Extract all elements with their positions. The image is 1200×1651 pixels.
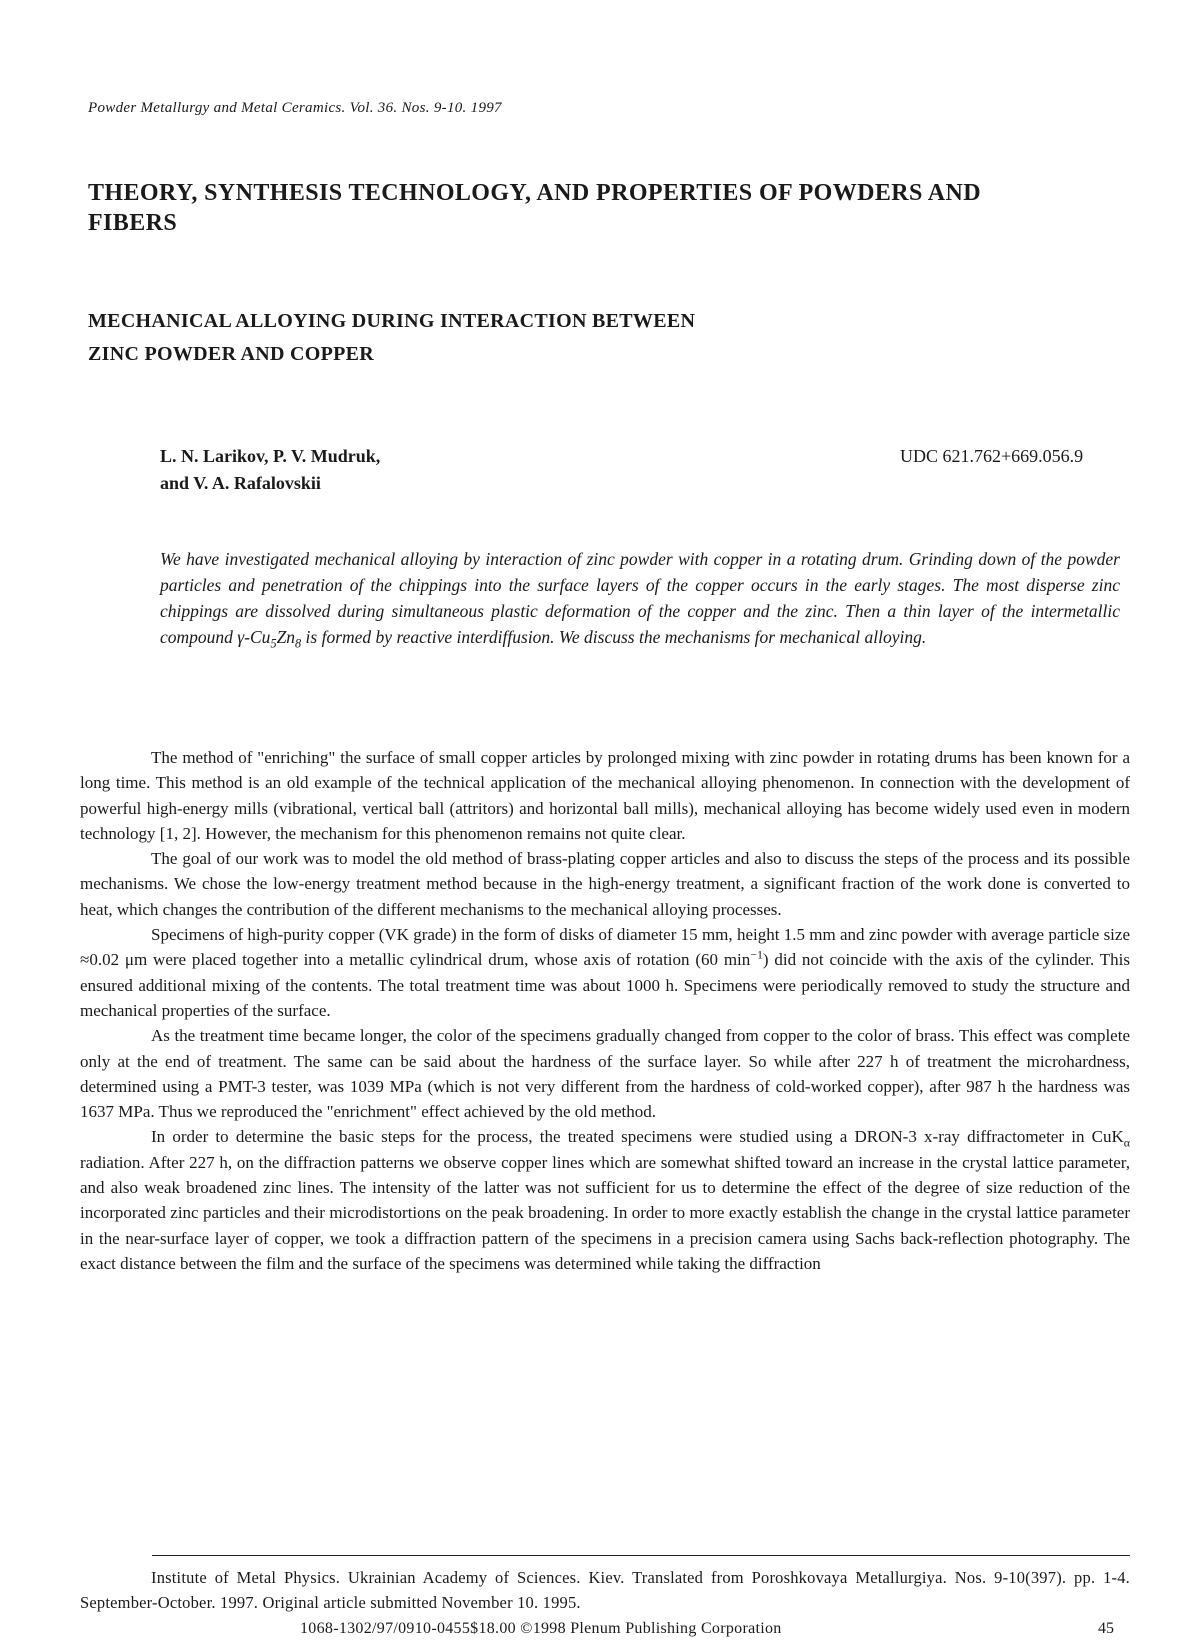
section-title: THEORY, SYNTHESIS TECHNOLOGY, AND PROPERTIES OF POWDERS AND FIBERS <box>88 180 982 236</box>
paragraph-1: The method of "enriching" the surface of small copper articles by prolonged mixing with zinc powder in rotating drums has been known for a long time. This method is an old example of the technical application of the mechanical alloying phenomenon. In connection with the development of powerful high-energy mills (vibrational, vertical ball (attritors) and horizontal ball mills), mechanical alloying has become widely used even in modern technology [1, 2]. However, the mechanism for this phenomenon remains not quite clear. <box>80 748 1130 843</box>
journal-header: Powder Metallurgy and Metal Ceramics. Vol. 36. Nos. 9-10. 1997 <box>88 100 502 116</box>
paragraph-2: The goal of our work was to model the old method of brass-plating copper articles and also to discuss the steps of the process and its possible mechanisms. We chose the low-energy treatment method because in the high-energy treatment, a significant fraction of the work done is converted to heat, which changes the contribution of the different mechanisms to the mechanical alloying processes. <box>80 849 1130 919</box>
article-title-line-1: MECHANICAL ALLOYING DURING INTERACTION BETWEEN <box>88 310 696 332</box>
abstract-text-2: is formed by reactive interdiffusion. We discuss the mechanisms for mechanical alloying. <box>301 627 927 647</box>
body-text <box>80 745 1130 1276</box>
paragraph-3 <box>80 922 1130 1023</box>
article-title <box>88 305 988 371</box>
paragraph-3-text-a: Specimens of high-purity copper (VK grade) in the form of disks of diameter 15 mm, height 1.5 mm and zinc powder with average particle size ≈0.02 μm were placed together into a metallic cylindrical drum, whose axis of rotation (60 min <box>80 925 1130 970</box>
abstract-text-1: We have investigated mechanical alloying by interaction of zinc powder with copper in a rotating drum. Grinding down of the powder particles and penetration of the chippings into the surface layers of the copper occurs in the early stages. The most disperse zinc chippings are dissolved during simultaneous plastic deformation of the copper and the zinc. Then a thin layer of the intermetallic compound γ-Cu <box>160 549 1120 647</box>
issn-copyright: 1068-1302/97/0910-0455$18.00 ©1998 Plenum Publishing Corporation <box>300 1620 782 1637</box>
footnote: Institute of Metal Physics. Ukrainian Academy of Sciences. Kiev. Translated from Poroshkovaya Metallurgiya. Nos. 9-10(397). pp. 1-4. September-October. 1997. Original article submitted November 10. 1995. <box>80 1568 1130 1612</box>
authors-line-2: and V. A. Rafalovskii <box>160 473 321 493</box>
authors <box>160 443 380 497</box>
page-number: 45 <box>1098 1620 1114 1637</box>
paragraph-5-text-b: radiation. After 227 h, on the diffraction patterns we observe copper lines which are somewhat shifted toward an increase in the crystal lattice parameter, and also weak broadened zinc lines. The intensity of the latter was not sufficient for us to determine the effect of the degree of size reduction of the incorporated zinc particles and their microdistortions on the peak broadening. In order to more exactly establish the change in the crystal lattice parameter in the near-surface layer of copper, we took a diffraction pattern of the specimens in a precision camera using Sachs back-reflection photography. The exact distance between the film and the surface of the specimens was determined while taking the diffraction <box>80 1152 1130 1273</box>
paragraph-5-text-a: In order to determine the basic steps for the process, the treated specimens were studied using a DRON-3 x-ray diffractometer in CuK <box>151 1127 1124 1147</box>
article-title-line-2: ZINC POWDER AND COPPER <box>88 343 375 365</box>
paragraph-4: As the treatment time became longer, the color of the specimens gradually changed from copper to the color of brass. This effect was complete only at the end of treatment. The same can be said about the hardness of the surface layer. So while after 227 h of treatment the microhardness, determined using a PMT-3 tester, was 1039 MPa (which is not very different from the hardness of cold-worked copper), after 987 h the hardness was 1637 MPa. Thus we reproduced the "enrichment" effect achieved by the old method. <box>80 1026 1130 1122</box>
abstract-sub-1: 5 <box>270 636 277 651</box>
paragraph-5 <box>80 1124 1130 1276</box>
abstract-sub-2: 8 <box>295 636 302 651</box>
footnote-divider <box>152 1555 1130 1556</box>
paragraph-3-text-b: ) did not coincide with the axis of the cylinder. This ensured additional mixing of the contents. The total treatment time was about 1000 h. Specimens were periodically removed to study the structure and mechanical properties of the surface. <box>80 950 1130 1020</box>
paragraph-5-subscript: α <box>1123 1135 1130 1150</box>
authors-line-1: L. N. Larikov, P. V. Mudruk, <box>160 446 381 466</box>
udc-code: UDC 621.762+669.056.9 <box>900 446 1084 466</box>
abstract-text-mid: Zn <box>276 627 296 647</box>
abstract <box>160 546 1120 650</box>
paragraph-3-superscript: −1 <box>750 947 763 962</box>
